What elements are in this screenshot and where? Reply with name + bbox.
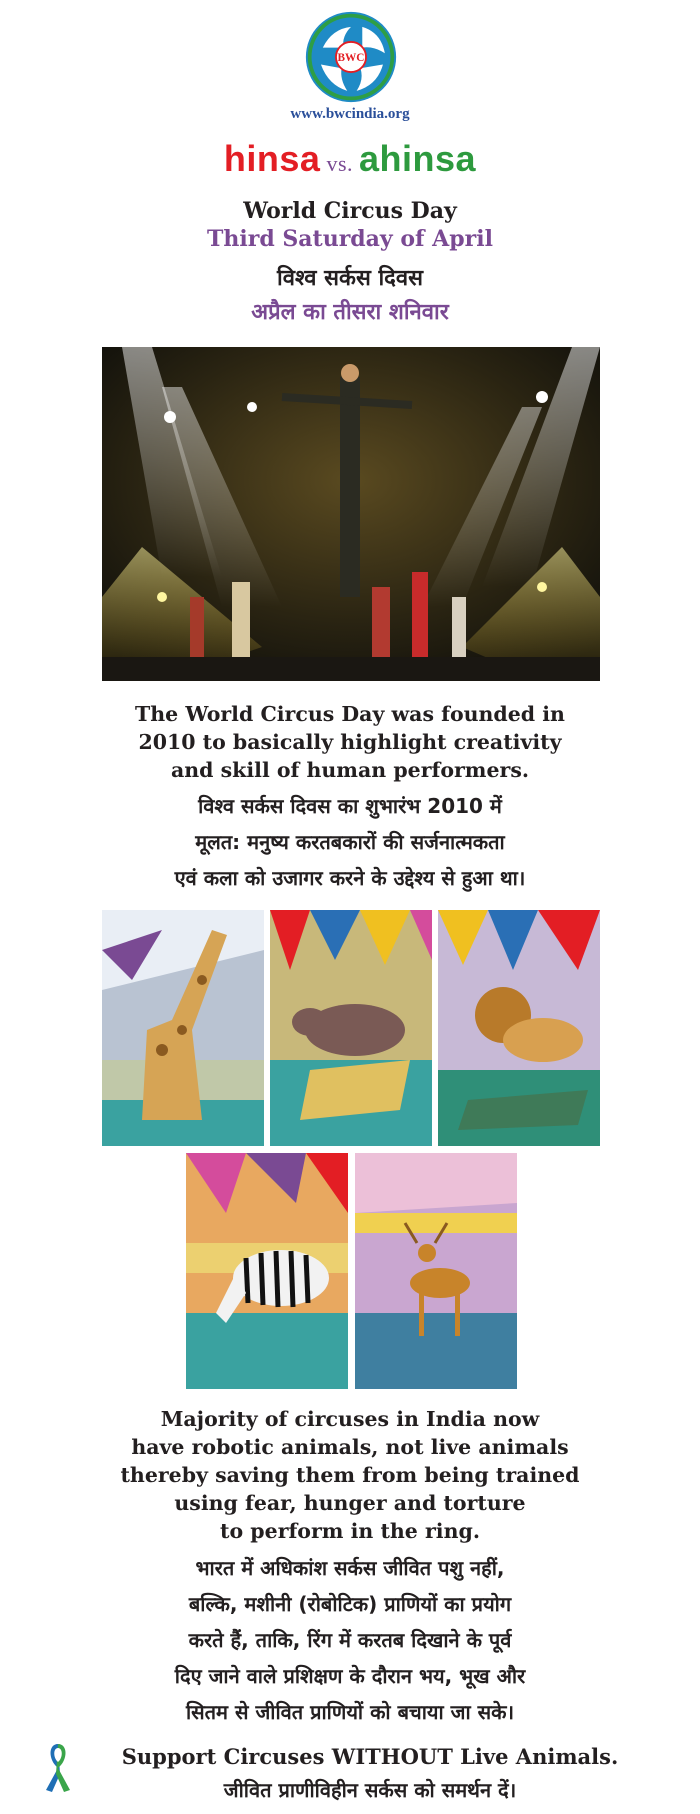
zebra-photo bbox=[186, 1153, 348, 1389]
p2-en-line: to perform in the ring. bbox=[220, 1519, 480, 1543]
p1-hi-line: मूलत: मनुष्य करतबकारों की सर्जनात्मकता bbox=[195, 830, 505, 854]
p2-en-line: using fear, hunger and torture bbox=[174, 1491, 526, 1515]
subtitle-hi: अप्रैल का तीसरा शनिवार bbox=[251, 300, 449, 325]
giraffe-photo bbox=[102, 910, 264, 1146]
p1-en-line: and skill of human performers. bbox=[170, 758, 530, 782]
p2-hi-line: दिए जाने वाले प्रशिक्षण के दौरान भय, भूख और bbox=[174, 1664, 526, 1688]
lion-photo bbox=[438, 910, 600, 1146]
circus-performance-photo bbox=[102, 347, 600, 681]
hinsa-word: hinsa bbox=[223, 138, 321, 179]
bwc-logo bbox=[304, 10, 398, 104]
subtitle-en: Third Saturday of April bbox=[207, 226, 493, 252]
paragraph2-en bbox=[0, 1405, 700, 1545]
paragraph2-hi bbox=[0, 1550, 700, 1730]
p2-hi-line: बल्कि, मशीनी (रोबोटिक) प्राणियों का प्रयोग bbox=[188, 1592, 512, 1616]
p1-en-line: 2010 to basically highlight creativity bbox=[138, 730, 562, 754]
title-hi: विश्व सर्कस दिवस bbox=[277, 266, 423, 291]
hippo-photo bbox=[270, 910, 432, 1146]
p2-hi-line: करते हैं, ताकि, रिंग में करतब दिखाने के पूर्व bbox=[188, 1628, 512, 1652]
p2-en-line: have robotic animals, not live animals bbox=[131, 1435, 569, 1459]
p2-hi-line: सितम से जीवित प्राणियों को बचाया जा सके। bbox=[185, 1700, 515, 1724]
paragraph1-hi bbox=[0, 788, 700, 896]
hinsa-vs-ahinsa bbox=[0, 138, 700, 180]
p2-en-line: Majority of circuses in India now bbox=[160, 1407, 540, 1431]
footer-hi: जीवित प्राणीविहीन सर्कस को समर्थन दें। bbox=[223, 1778, 517, 1802]
paragraph1-en bbox=[0, 700, 700, 784]
p1-en-line: The World Circus Day was founded in bbox=[135, 702, 565, 726]
p1-hi-line: विश्व सर्कस दिवस का शुभारंभ 2010 में bbox=[198, 794, 502, 818]
deer-photo bbox=[355, 1153, 517, 1389]
logo-text: BWC bbox=[337, 52, 365, 65]
ahinsa-word: ahinsa bbox=[359, 138, 477, 179]
p1-hi-line: एवं कला को उजागर करने के उद्देश्य से हुआ था। bbox=[174, 866, 526, 890]
website-url[interactable]: www.bwcindia.org bbox=[290, 106, 410, 122]
vs-word: vs. bbox=[326, 151, 354, 176]
p2-en-line: thereby saving them from being trained bbox=[120, 1463, 580, 1487]
footer-en: Support Circuses WITHOUT Live Animals. bbox=[121, 1744, 619, 1769]
title-en: World Circus Day bbox=[243, 198, 457, 224]
p2-hi-line: भारत में अधिकांश सर्कस जीवित पशु नहीं, bbox=[195, 1556, 505, 1580]
